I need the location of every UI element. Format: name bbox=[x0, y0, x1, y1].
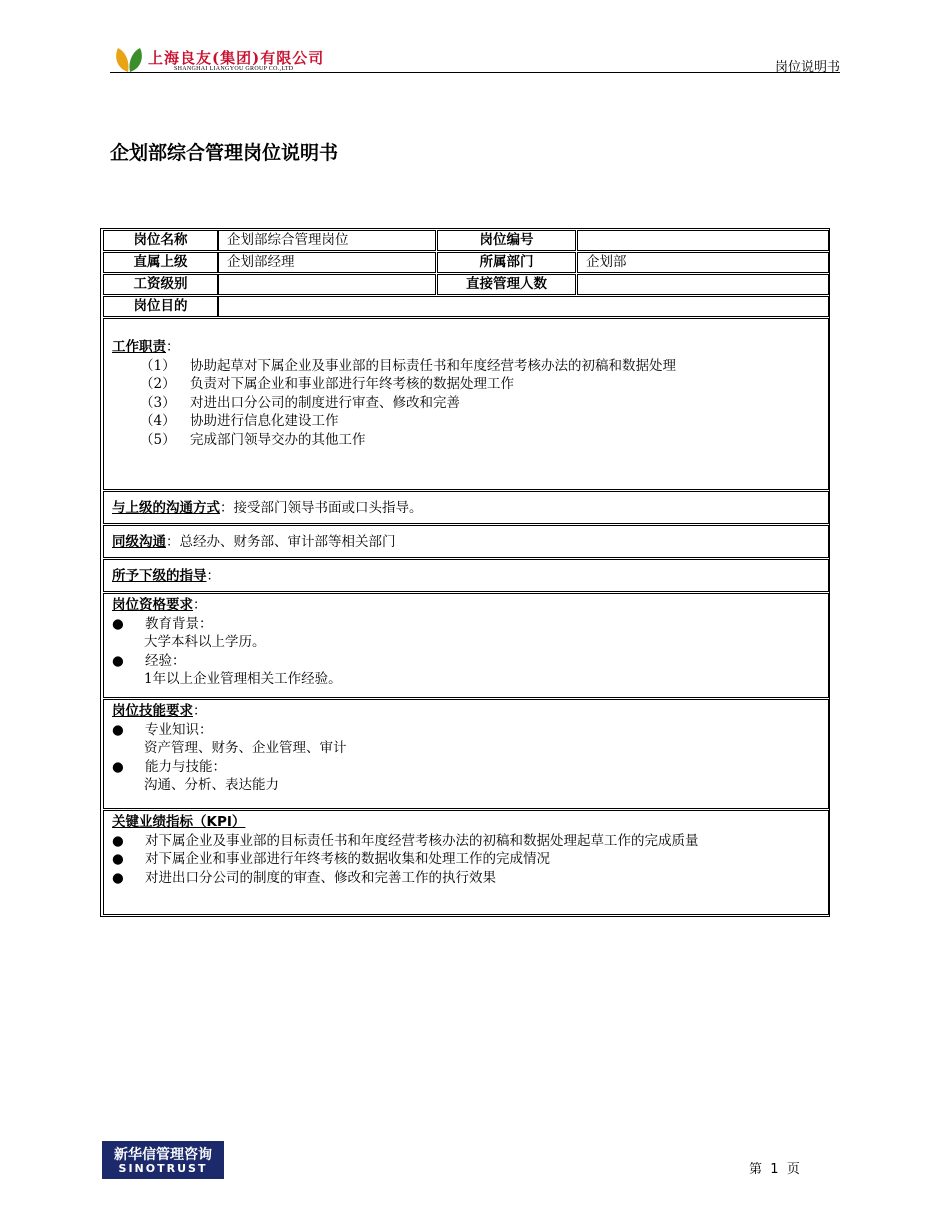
page-number: 第 1 页 bbox=[749, 1162, 800, 1177]
salary-grade-value bbox=[218, 274, 436, 295]
bullet-icon: ● bbox=[112, 721, 124, 738]
bullet-icon: ● bbox=[112, 615, 124, 632]
subordinates-value bbox=[577, 274, 829, 295]
communication-peer-section bbox=[103, 525, 829, 558]
department-value: 企划部 bbox=[577, 252, 829, 273]
list-item: ● 教育背景： bbox=[112, 615, 213, 632]
superior-label: 直属上级 bbox=[103, 252, 218, 273]
leaf-logo-icon bbox=[114, 46, 144, 74]
company-name-en: SHANGHAI LIANGYOU GROUP CO.,LTD bbox=[174, 66, 294, 72]
guidance-title: 所予下级的指导 bbox=[112, 568, 207, 584]
skills-section: 岗位技能要求： ● 专业知识： 资产管理、财务、企业管理、审计 ● 能力与技能： 沟通、分析、表达能力 bbox=[103, 699, 829, 809]
communication-up-text: ：接受部门领导书面或口头指导。 bbox=[220, 500, 423, 516]
qualifications-title: 岗位资格要求 bbox=[112, 597, 193, 613]
bullet-icon: ● bbox=[112, 869, 124, 886]
list-item: ● 能力与技能： bbox=[112, 758, 226, 775]
duty-item: （2） 负责对下属企业和事业部进行年终考核的数据处理工作 bbox=[140, 376, 514, 392]
list-item: ● 专业知识： bbox=[112, 721, 213, 738]
position-code-value bbox=[577, 230, 829, 251]
list-item: ● 对下属企业及事业部的目标责任书和年度经营考核办法的初稿和数据处理起草工作的完成质量 bbox=[112, 832, 699, 849]
duty-item: （3） 对进出口分公司的制度进行审查、修改和完善 bbox=[140, 394, 460, 411]
salary-grade-label: 工资级别 bbox=[103, 274, 218, 295]
communication-up-title: 与上级的沟通方式 bbox=[112, 500, 220, 516]
communication-peer-title: 同级沟通 bbox=[112, 534, 166, 550]
duty-item: （5） 完成部门领导交办的其他工作 bbox=[140, 431, 366, 448]
duties-section: 工作职责： （1） 协助起草对下属企业及事业部的目标责任书和年度经营考核办法的初稿和数据处理 （2） 负责对下属企业和事业部进行年终考核的数据处理工作 （3） 对进出口分公司的制度进行审查、修改和完善 （4） 协助进行信息化建设工作 （5） 完成部门领导交办的其他工作 bbox=[103, 318, 829, 490]
company-name-cn: 上海良友(集团)有限公司 bbox=[148, 49, 325, 67]
department-label: 所属部门 bbox=[437, 252, 576, 273]
position-code-label: 岗位编号 bbox=[437, 230, 576, 251]
kpi-title: 关键业绩指标（KPI） bbox=[112, 814, 246, 830]
position-name-label: 岗位名称 bbox=[103, 230, 218, 251]
bullet-icon: ● bbox=[112, 652, 124, 669]
communication-up-section bbox=[103, 491, 829, 524]
position-name-value: 企划部综合管理岗位 bbox=[218, 230, 436, 251]
page-title: 企划部综合管理岗位说明书 bbox=[110, 142, 339, 164]
bullet-icon: ● bbox=[112, 758, 124, 775]
duties-title: 工作职责 bbox=[112, 339, 166, 355]
bullet-icon: ● bbox=[112, 851, 124, 867]
kpi-section bbox=[103, 810, 829, 915]
duty-item: （1） 协助起草对下属企业及事业部的目标责任书和年度经营考核办法的初稿和数据处理 bbox=[140, 357, 676, 374]
purpose-label: 岗位目的 bbox=[103, 296, 218, 317]
communication-peer-text: ：总经办、财务部、审计部等相关部门 bbox=[166, 534, 396, 550]
skills-title: 岗位技能要求 bbox=[112, 703, 193, 719]
header-divider bbox=[110, 72, 840, 73]
sinotrust-logo: 新华信管理咨询 SINOTRUST bbox=[102, 1141, 224, 1179]
subordinates-label: 直接管理人数 bbox=[437, 274, 576, 295]
superior-value: 企划部经理 bbox=[218, 252, 436, 273]
doc-type-label: 岗位说明书 bbox=[774, 60, 840, 75]
list-item: ● 经验： bbox=[112, 652, 186, 669]
purpose-value bbox=[218, 296, 829, 317]
list-item: ● 对下属企业和事业部进行年终考核的数据收集和处理工作的完成情况 bbox=[112, 851, 550, 867]
duty-item: （4） 协助进行信息化建设工作 bbox=[140, 413, 339, 429]
qualifications-section: 岗位资格要求： ● 教育背景： 大学本科以上学历。 ● 经验： 1年以上企业管理相关工作经验。 bbox=[103, 593, 829, 698]
guidance-section: 所予下级的指导： bbox=[103, 559, 829, 592]
bullet-icon: ● bbox=[112, 832, 124, 849]
list-item: ● 对进出口分公司的制度的审查、修改和完善工作的执行效果 bbox=[112, 869, 496, 886]
